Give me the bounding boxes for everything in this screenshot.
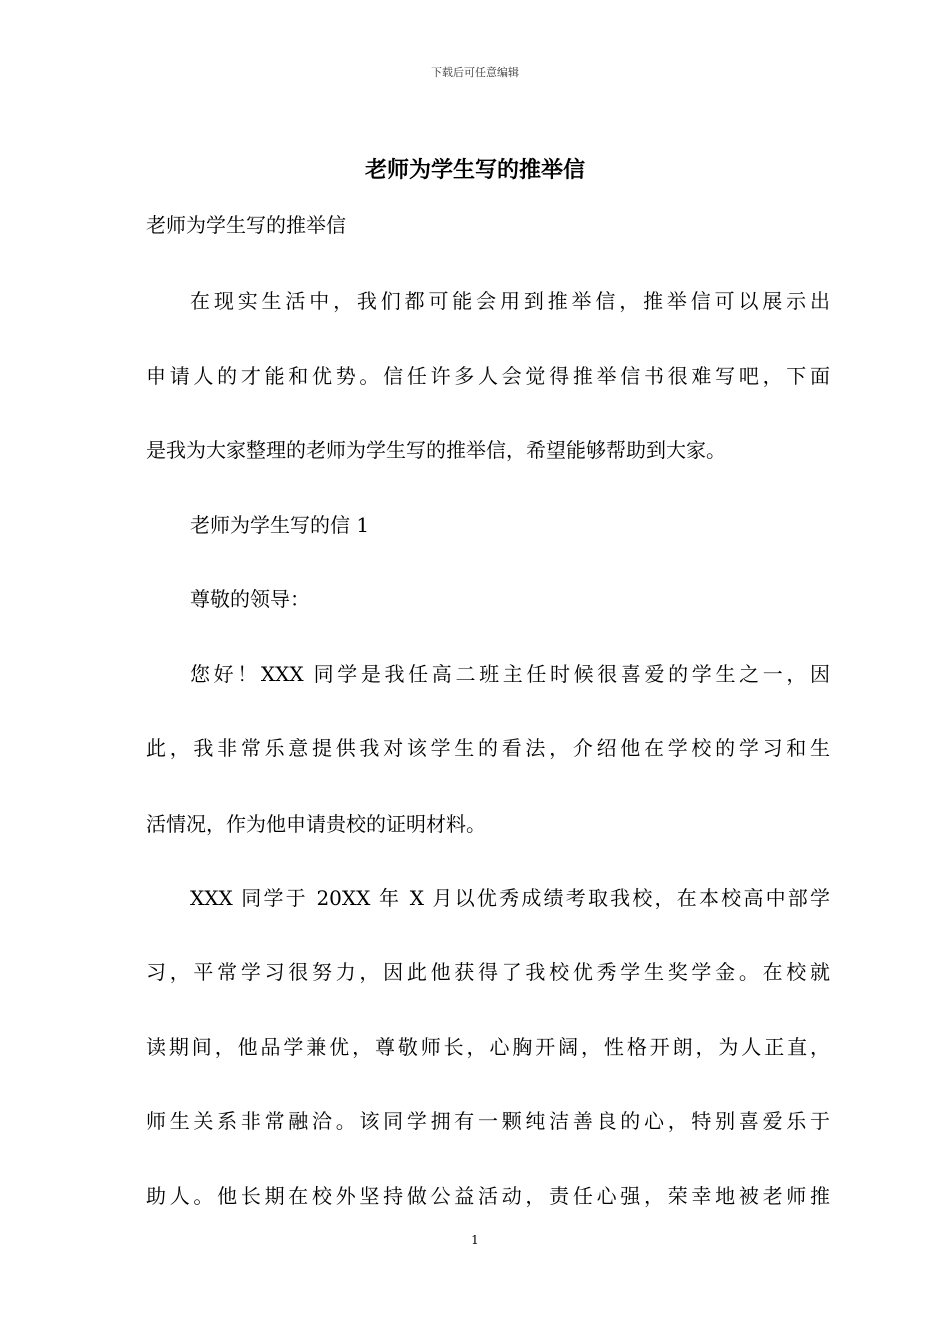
paragraph-line: XXX 同学于 20XX 年 X 月以优秀成绩考取我校，在本校高中部学: [190, 886, 830, 910]
paragraph-line: 习，平常学习很努力，因此他获得了我校优秀学生奖学金。在校就: [146, 960, 830, 984]
subtitle-line: 老师为学生写的推举信: [146, 213, 346, 237]
paragraph-line: 您好！XXX 同学是我任高二班主任时候很喜爱的学生之一，因: [190, 662, 830, 686]
document-title: 老师为学生写的推举信: [364, 157, 585, 183]
paragraph-line: 此，我非常乐意提供我对该学生的看法，介绍他在学校的学习和生: [146, 736, 830, 760]
paragraph-line: 是我为大家整理的老师为学生写的推举信，希望能够帮助到大家。: [146, 438, 726, 462]
paragraph-line: 申请人的才能和优势。信任许多人会觉得推举信书很难写吧，下面: [146, 364, 830, 388]
letter-heading: 老师为学生写的信 1: [190, 513, 370, 537]
page-number: 1: [471, 1233, 479, 1247]
header-note: 下载后可任意编辑: [431, 66, 519, 79]
paragraph-line: 师生关系非常融洽。该同学拥有一颗纯洁善良的心，特别喜爱乐于: [146, 1109, 830, 1133]
paragraph-line: 读期间，他品学兼优，尊敬师长，心胸开阔，性格开朗，为人正直，: [146, 1035, 830, 1059]
paragraph-line: 助人。他长期在校外坚持做公益活动，责任心强，荣幸地被老师推: [146, 1184, 830, 1208]
letter-salutation: 尊敬的领导：: [190, 587, 310, 611]
paragraph-line: 在现实生活中，我们都可能会用到推举信，推举信可以展示出: [190, 289, 830, 313]
paragraph-line: 活情况，作为他申请贵校的证明材料。: [146, 812, 486, 836]
